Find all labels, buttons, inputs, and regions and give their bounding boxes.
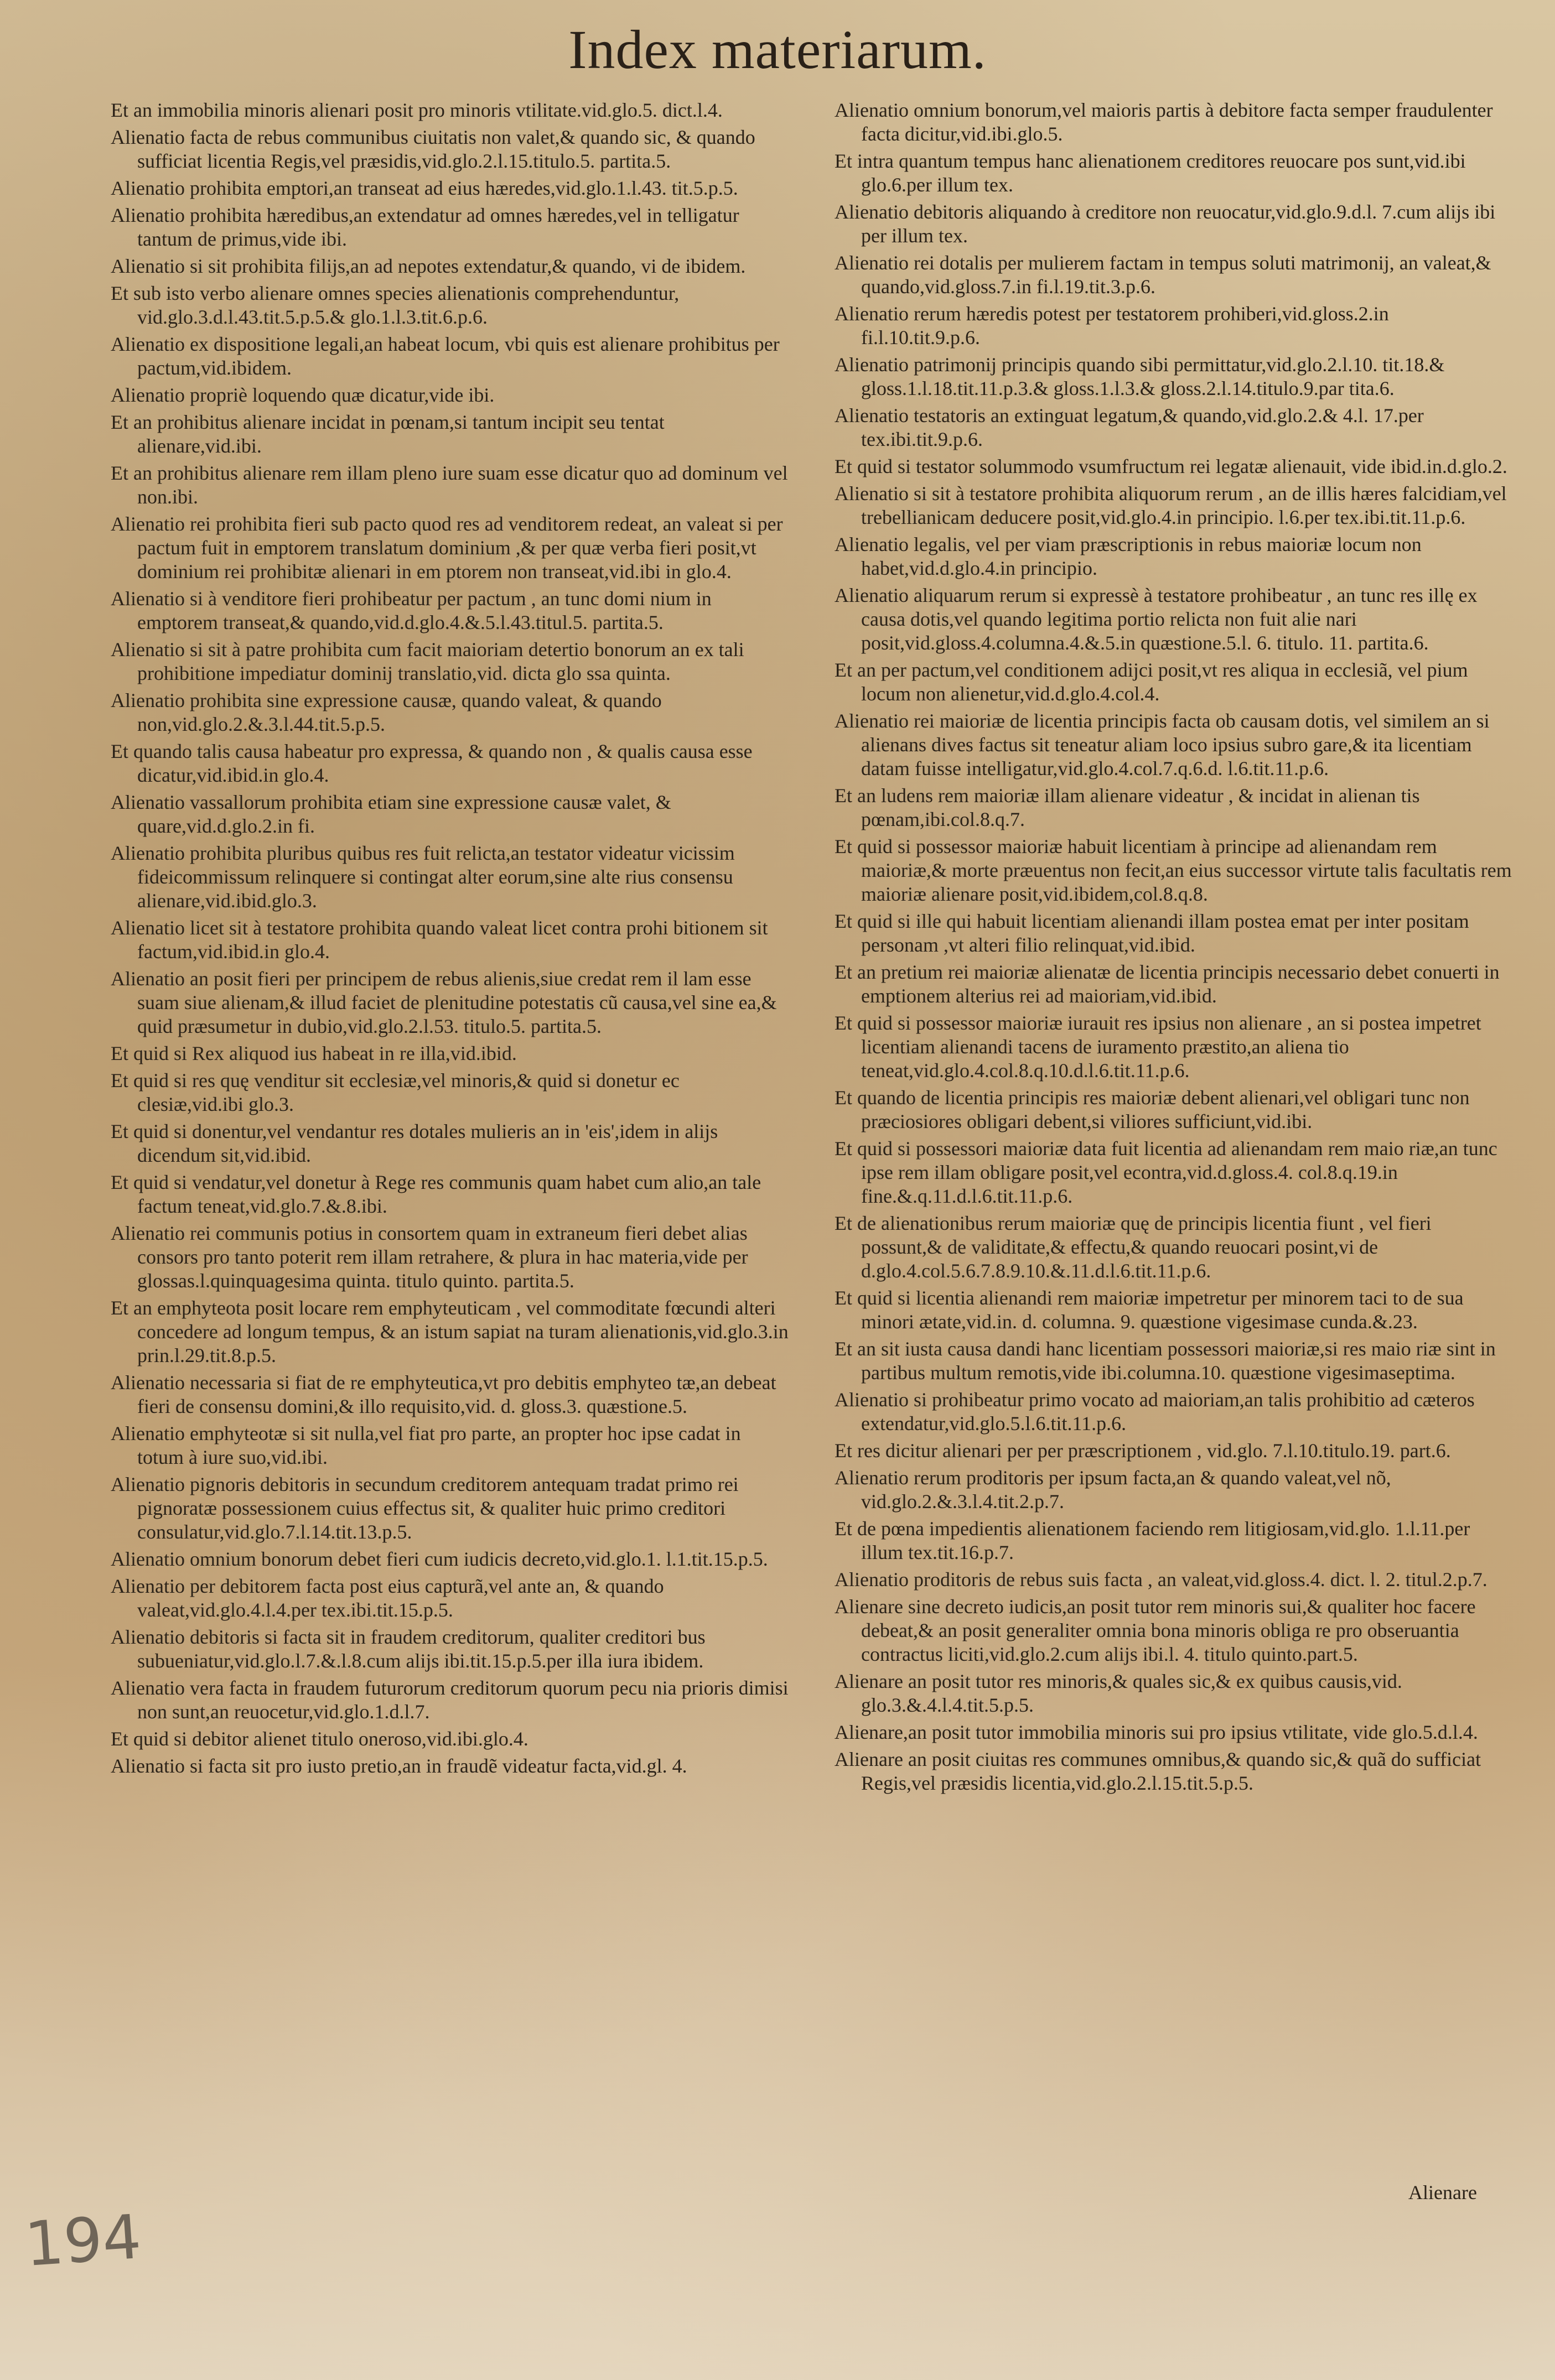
index-entry: Alienatio rei prohibita fieri sub pacto quod res ad venditorem redeat, an valeat si per pactum fuit in emptorem translatum dominium ,& per quæ verba fieri posit,vt dominium rei prohibitæ alienari in em ptorem non transeat,vid.ibi in glo.4.	[111, 513, 783, 583]
right-column	[834, 98, 1512, 1799]
index-entry: Alienatio rei maioriæ de licentia principis facta ob causam dotis, vel similem an si alienans dives factus sit teneatur aliam loco ipsius subro gare,& ita licentiam datam fuisse intelligatur,vid.glo.4.col.7.q.6.d. l.6.tit.11.p.6.	[834, 710, 1490, 780]
index-entry: Alienatio emphyteotæ si sit nulla,vel fiat pro parte, an propter hoc ipse cadat in totum à iure suo,vid.ibi.	[111, 1422, 741, 1468]
index-entry: Alienatio omnium bonorum,vel maioris partis à debitore facta semper fraudulenter facta dicitur,vid.ibi.glo.5.	[834, 99, 1493, 145]
index-entry: Alienatio debitoris aliquando à creditore non reuocatur,vid.glo.9.d.l. 7.cum alijs ibi per illum tex.	[834, 201, 1496, 247]
index-entry: Alienatio legalis, vel per viam præscriptionis in rebus maioriæ locum non habet,vid.d.glo.4.in principio.	[834, 533, 1422, 579]
index-entry: Et quid si Rex aliquod ius habeat in re illa,vid.ibid.	[111, 1042, 517, 1064]
index-entry: Alienatio omnium bonorum debet fieri cum iudicis decreto,vid.glo.1. l.1.tit.15.p.5.	[111, 1548, 768, 1570]
left-column	[111, 98, 789, 1781]
index-entry: Et quando de licentia principis res maioriæ debent alienari,vel obligari tunc non præciosiores obligari debent,si viliores sufficiunt,vid.ibi.	[834, 1087, 1470, 1132]
index-entry: Et quid si ille qui habuit licentiam alienandi illam postea emat per inter positam personam ,vt alteri filio relinquat,vid.ibid.	[834, 910, 1469, 956]
index-entry: Alienatio licet sit à testatore prohibita quando valeat licet contra prohi bitionem sit factum,vid.ibid.in glo.4.	[111, 917, 768, 963]
index-entry: Et an pretium rei maioriæ alienatæ de licentia principis necessario debet conuerti in emptionem alterius rei ad maioriam,vid.ibid.	[834, 961, 1500, 1007]
index-entry: Et quid si possessor maioriæ iurauit res ipsius non alienare , an si postea impetret licentiam alienandi tacens de iuramento præstito,an aliena tio teneat,vid.glo.4.col.8.q.10.d.l.6.tit.11.p.6.	[834, 1012, 1481, 1082]
index-entry: Alienare an posit ciuitas res communes omnibus,& quando sic,& quã do sufficiat Regis,vel præsidis licentia,vid.glo.2.l.15.tit.5.p.5.	[834, 1748, 1481, 1794]
index-entry: Alienatio si sit à testatore prohibita aliquorum rerum , an de illis hæres falcidiam,vel trebellianicam deducere posit,vid.glo.4.in principio. l.6.per tex.ibi.tit.11.p.6.	[834, 482, 1507, 528]
index-entry: Alienatio ex dispositione legali,an habeat locum, vbi quis est alienare prohibitus per pactum,vid.ibidem.	[111, 333, 780, 379]
folio-number: 194	[22, 2201, 144, 2280]
index-entry: Alienatio si sit prohibita filijs,an ad nepotes extendatur,& quando, vi de ibidem.	[111, 255, 746, 277]
index-entry: Alienatio pignoris debitoris in secundum creditorem antequam tradat primo rei pignoratæ possessionem cuius effectus sit, & qualiter huic primo creditori consulatur,vid.glo.7.l.14.tit.13.p.5.	[111, 1473, 739, 1543]
index-entry: Et quid si donentur,vel vendantur res dotales mulieris an in 'eis',idem in alijs dicendum sit,vid.ibid.	[111, 1120, 718, 1166]
index-entry: Alienatio necessaria si fiat de re emphyteutica,vt pro debitis emphyteo tæ,an debeat fieri de consensu domini,& illo requisito,vid. d. gloss.3. quæstione.5.	[111, 1371, 776, 1417]
index-entry: Et quid si licentia alienandi rem maioriæ impetretur per minorem taci to de sua minori ætate,vid.in. d. columna. 9. quæstione vigesimase cunda.&.23.	[834, 1287, 1464, 1333]
index-entry: Alienare sine decreto iudicis,an posit tutor rem minoris sui,& qualiter hoc facere debeat,& an posit generaliter omnia bona minoris obliga re pro obseruantia contractus liciti,vid.glo.2.cum alijs ibi.l. 4. titulo quinto.part.5.	[834, 1596, 1476, 1665]
index-entry: Alienatio propriè loquendo quæ dicatur,vide ibi.	[111, 384, 495, 406]
index-entry: Alienatio rerum hæredis potest per testatorem prohiberi,vid.gloss.2.in fi.l.10.tit.9.p.6.	[834, 303, 1389, 349]
index-entry: Et an ludens rem maioriæ illam alienare videatur , & incidat in alienan tis pœnam,ibi.col.8.q.7.	[834, 784, 1420, 830]
index-entry: Alienatio per debitorem facta post eius capturã,vel ante an, & quando valeat,vid.glo.4.l.4.per tex.ibi.tit.15.p.5.	[111, 1575, 664, 1621]
index-entry: Alienatio vera facta in fraudem futurorum creditorum quorum pecu nia prioris dimisi non sunt,an reuocetur,vid.glo.1.d.l.7.	[111, 1677, 789, 1723]
index-entry: Alienatio prohibita sine expressione causæ, quando valeat, & quando non,vid.glo.2.&.3.l.44.tit.5.p.5.	[111, 689, 662, 735]
index-entry: Et quid si debitor alienet titulo oneroso,vid.ibi.glo.4.	[111, 1728, 528, 1750]
index-entry: Alienatio rerum proditoris per ipsum facta,an & quando valeat,vel nõ, vid.glo.2.&.3.l.4.tit.2.p.7.	[834, 1467, 1391, 1513]
index-entry: Et de alienationibus rerum maioriæ quę de principis licentia fiunt , vel fieri possunt,& de validitate,& effectu,& quando reuocari posint,vi de d.glo.4.col.5.6.7.8.9.10.&.11.d.l.6.tit.11.p.6.	[834, 1212, 1432, 1282]
index-entry: Et an prohibitus alienare incidat in pœnam,si tantum incipit seu tentat alienare,vid.ibi.	[111, 411, 665, 457]
index-entry: Alienare an posit tutor res minoris,& quales sic,& ex quibus causis,vid. glo.3.&.4.l.4.tit.5.p.5.	[834, 1670, 1402, 1716]
index-entry: Alienatio rei dotalis per mulierem factam in tempus soluti matrimonij, an valeat,& quando,vid.gloss.7.in fi.l.19.tit.3.p.6.	[834, 252, 1491, 298]
index-entry: Alienatio si prohibeatur primo vocato ad maioriam,an talis prohibitio ad cæteros extendatur,vid.glo.5.l.6.tit.11.p.6.	[834, 1389, 1475, 1435]
index-entry: Et an prohibitus alienare rem illam pleno iure suam esse dicatur quo ad dominum vel non.ibi.	[111, 462, 788, 508]
index-entry: Alienatio proditoris de rebus suis facta , an valeat,vid.gloss.4. dict. l. 2. titul.2.p.7.	[834, 1568, 1487, 1591]
index-entry: Et quid si res quę venditur sit ecclesiæ,vel minoris,& quid si donetur ec clesiæ,vid.ibi glo.3.	[111, 1069, 680, 1115]
running-head: Index materiarum.	[568, 19, 987, 80]
index-entry: Et an per pactum,vel conditionem adijci posit,vt res aliqua in ecclesiã, vel pium locum non alienetur,vid.d.glo.4.col.4.	[834, 659, 1468, 705]
index-entry: Alienatio debitoris si facta sit in fraudem creditorum, qualiter creditori bus subueniatur,vid.glo.l.7.&.l.8.cum alijs ibi.tit.15.p.5.per illa iura ibidem.	[111, 1626, 706, 1672]
index-entry: Et quid si possessor maioriæ habuit licentiam à principe ad alienandam rem maioriæ,& morte præuentus non fecit,an eius successor virtute talis facultatis rem maioriæ alienare posit,vid.ibidem,col.8.q.8.	[834, 835, 1512, 905]
index-entry: Et an immobilia minoris alienari posit pro minoris vtilitate.vid.glo.5. dict.l.4.	[111, 99, 723, 121]
index-entry: Et quid si vendatur,vel donetur à Rege res communis quam habet cum alio,an tale factum teneat,vid.glo.7.&.8.ibi.	[111, 1171, 761, 1217]
index-entry: Alienatio facta de rebus communibus ciuitatis non valet,& quando sic, & quando sufficiat licentia Regis,vel præsidis,vid.glo.2.l.15.titulo.5. partita.5.	[111, 126, 755, 172]
index-entry: Et res dicitur alienari per per præscriptionem , vid.glo. 7.l.10.titulo.19. part.6.	[834, 1440, 1451, 1462]
index-entry: Et quid si testator solummodo vsumfructum rei legatæ alienauit, vide ibid.in.d.glo.2.	[834, 455, 1507, 477]
index-entry: Alienatio an posit fieri per principem de rebus alienis,siue credat rem il lam esse suam siue alienam,& illud faciet de plenitudine potestatis cũ causa,vel sine ea,& quid præsumetur in dubio,vid.glo.2.l.53. titulo.5. partita.5.	[111, 968, 777, 1037]
index-entry: Alienatio si sit à patre prohibita cum facit maioriam detertio bonorum an ex tali prohibitione impediatur dominij translatio,vid. dicta glo ssa quinta.	[111, 638, 744, 684]
index-entry: Et an emphyteota posit locare rem emphyteuticam , vel commoditate fœcundi alteri concedere ad longum tempus, & an istum sapiat na turam alienationis,vid.glo.3.in prin.l.29.tit.8.p.5.	[111, 1297, 789, 1366]
index-entry: Alienatio prohibita emptori,an transeat ad eius hæredes,vid.glo.1.l.43. tit.5.p.5.	[111, 177, 738, 199]
index-entry: Alienatio testatoris an extinguat legatum,& quando,vid.glo.2.& 4.l. 17.per tex.ibi.tit.9.p.6.	[834, 404, 1424, 450]
index-entry: Et quando talis causa habeatur pro expressa, & quando non , & qualis causa esse dicatur,vid.ibid.in glo.4.	[111, 740, 753, 786]
index-entry: Alienatio patrimonij principis quando sibi permittatur,vid.glo.2.l.10. tit.18.& gloss.1.l.18.tit.11.p.3.& gloss.1.l.3.& gloss.2.l.14.titulo.9.par tita.6.	[834, 354, 1445, 399]
catchword: Alienare	[1408, 2181, 1477, 2204]
index-entry: Et de pœna impedientis alienationem faciendo rem litigiosam,vid.glo. 1.l.11.per illum tex.tit.16.p.7.	[834, 1518, 1470, 1563]
index-entry: Alienare,an posit tutor immobilia minoris sui pro ipsius vtilitate, vide glo.5.d.l.4.	[834, 1721, 1478, 1743]
index-entry: Alienatio prohibita pluribus quibus res fuit relicta,an testator videatur vicissim fideicommissum relinquere si contingat alter eorum,sine alte rius consensu alienare,vid.ibid.glo.3.	[111, 842, 735, 912]
index-entry: Et quid si possessori maioriæ data fuit licentia ad alienandam rem maio riæ,an tunc ipse rem illam obligare posit,vel econtra,vid.d.gloss.4. col.8.q.19.in fine.&.q.11.d.l.6.tit.11.p.6.	[834, 1137, 1497, 1207]
index-entry: Et an sit iusta causa dandi hanc licentiam possessori maioriæ,si res maio riæ sint in partibus multum remotis,vide ibi.columna.10. quæstione vigesimaseptima.	[834, 1338, 1496, 1384]
index-entry: Et intra quantum tempus hanc alienationem creditores reuocare pos sunt,vid.ibi glo.6.per illum tex.	[834, 150, 1466, 196]
index-entry: Alienatio aliquarum rerum si expressè à testatore prohibeatur , an tunc res illę ex causa dotis,vel quando legitima portio relicta non fuit alie nari posit,vid.gloss.4.columna.4.&.5.in quæstione.5.l. 6. titulo. 11. partita.6.	[834, 584, 1478, 654]
index-entry: Alienatio vassallorum prohibita etiam sine expressione causæ valet, & quare,vid.d.glo.2.in fi.	[111, 791, 671, 837]
index-entry: Alienatio rei communis potius in consortem quam in extraneum fieri debet alias consors pro tanto poterit rem illam retrahere, & plura in hac materia,vide per glossas.l.quinquagesima quinta. titulo quinto. partita.5.	[111, 1222, 748, 1292]
index-entry: Alienatio si à venditore fieri prohibeatur per pactum , an tunc domi nium in emptorem transeat,& quando,vid.d.glo.4.&.5.l.43.titul.5. partita.5.	[111, 588, 712, 633]
index-entry: Et sub isto verbo alienare omnes species alienationis comprehenduntur, vid.glo.3.d.l.43.tit.5.p.5.& glo.1.l.3.tit.6.p.6.	[111, 282, 680, 328]
index-entry: Alienatio prohibita hæredibus,an extendatur ad omnes hæredes,vel in telligatur tantum de primus,vide ibi.	[111, 204, 739, 250]
index-entry: Alienatio si facta sit pro iusto pretio,an in fraudẽ videatur facta,vid.gl. 4.	[111, 1755, 687, 1777]
